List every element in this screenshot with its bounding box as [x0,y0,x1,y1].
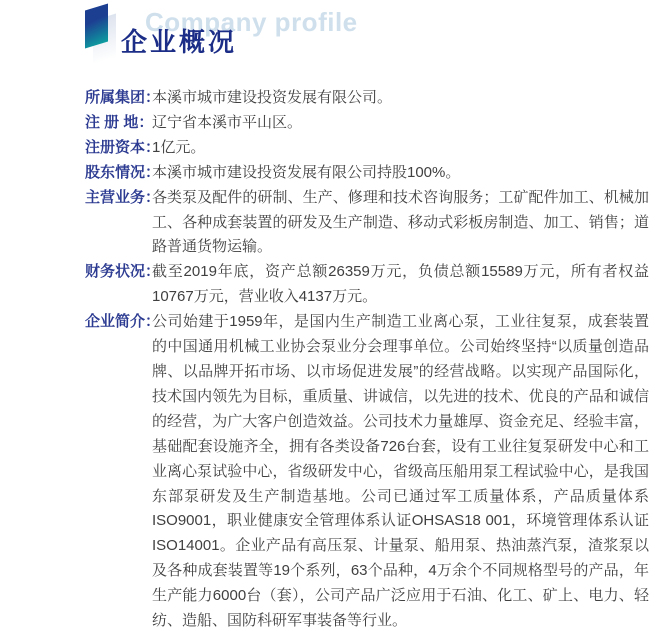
profile-label: 注册资本： [85,138,161,156]
profile-row [85,86,649,111]
profile-value: 本溪市城市建设投资发展有限公司。 [152,89,393,106]
profile-value: 各类泵及配件的研制、生产、修理和技术咨询服务；工矿配件加工、机械加工、各种成套装置的研发及生产制造、移动式彩板房制造、加工、销售；道路普通货物运输。 [152,188,649,256]
profile-value: 本溪市城市建设投资发展有限公司持股100%。 [152,163,461,181]
profile-label: 股东情况： [85,163,161,181]
profile-value: 1亿元。 [152,138,206,156]
page-header [0,0,672,86]
profile-label: 注 册 地： [85,113,154,131]
profile-row [85,161,649,186]
profile-value: 辽宁省本溪市平山区。 [152,113,303,131]
profile-label: 所属集团： [85,89,161,106]
profile-row [85,310,649,631]
profile-value: 截至2019年底，资产总额26359万元，负债总额15589万元，所有者权益10767万元，营业收入4137万元。 [152,263,649,306]
profile-row [85,186,649,261]
profile-row [85,111,649,136]
profile-value: 公司始建于1959年，是国内生产制造工业离心泵，工业往复泵，成套装置的中国通用机械工业协会泵业分会理事单位。公司始终坚持“以质量创造品牌、以品牌开拓市场、以市场促进发展”的经营战略。以实现产品国际化，技术国内领先为目标，重质量、讲诚信，以先进的技术、优良的产品和诚信的经营，为广大客户创造效益。公司技术力量雄厚、资金充足、经验丰富，基础配套设施齐全，拥有各类设备726台套，设有工业往复泵研发中心和工业离心泵试验中心，省级研发中心，省级高压船用泵工程试验中心，是我国东部泵研发及生产制造基地。公司已通过军工质量体系，产品质量体系 ISO9001，职业健康安全管理体系认证OHSAS18 001，环境管理体系认证 ISO14001。企业产品有高压泵、计量泵、船用泵、热油蒸汽泵，渣浆泵以及各种成套装置等19个系列，63个品种，4万余个不同规格型号的产品，年生产能力6000台（套），公司产品广泛应用于石油、化工、矿上、电力、轻纺、造船、国防科研军事装备等行业。 [152,313,649,630]
page-title: 企业概况 [121,27,238,57]
profile-label: 主营业务： [85,188,161,206]
page-subtitle-en: Company profile [145,7,358,37]
profile-label: 企业简介： [85,313,161,331]
profile-row [85,136,649,161]
company-logo-icon [85,3,108,48]
profile-label: 财务状况： [85,263,161,281]
profile-list [85,86,649,631]
profile-row [85,260,649,310]
